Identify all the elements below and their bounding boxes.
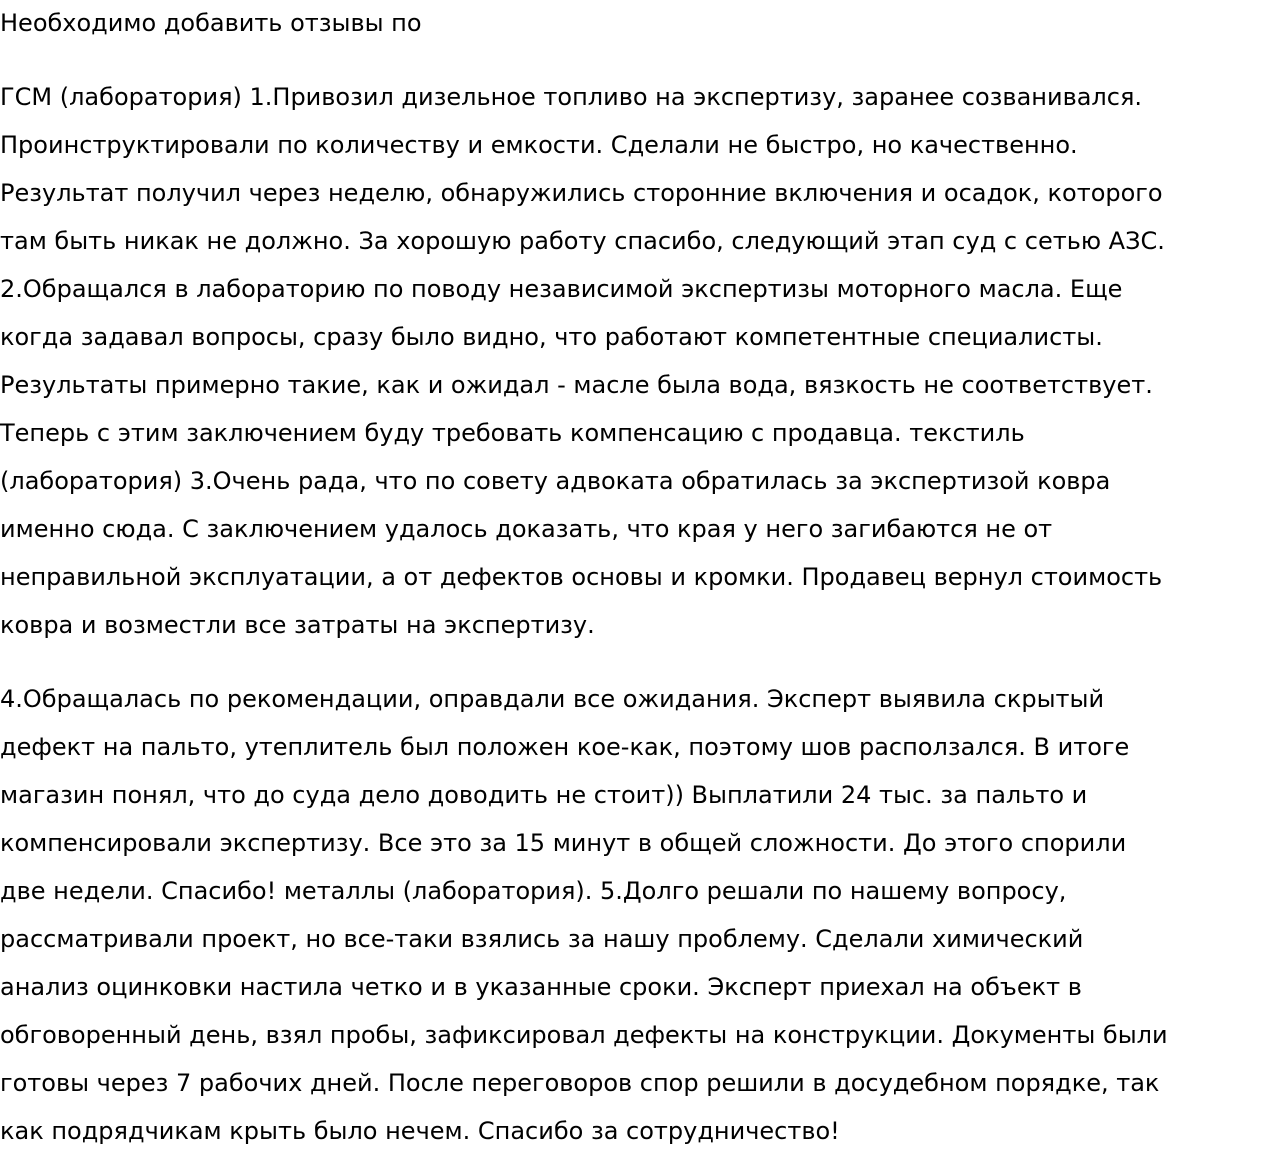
text-line: Проинструктировали по количеству и емкости. Сделали не быстро, но качественно. xyxy=(0,131,1078,159)
text-line: компенсировали экспертизу. Все это за 15 минут в общей сложности. До этого спорили xyxy=(0,829,1127,857)
text-line: Результат получил через неделю, обнаружились сторонние включения и осадок, которого xyxy=(0,179,1163,207)
text-line: ковра и возместли все затраты на экспертизу. xyxy=(0,611,595,639)
text-line: 4.Обращалась по рекомендации, оправдали все ожидания. Эксперт выявила скрытый xyxy=(0,685,1105,713)
text-line: неправильной эксплуатации, а от дефектов основы и кромки. Продавец вернул стоимость xyxy=(0,563,1163,591)
text-line: рассматривали проект, но все-таки взялись за нашу проблему. Сделали химический xyxy=(0,925,1084,953)
text-line: там быть никак не должно. За хорошую работу спасибо, следующий этап суд с сетью АЗС. xyxy=(0,227,1165,255)
text-line: именно сюда. С заключением удалось доказать, что края у него загибаются не от xyxy=(0,515,1053,543)
text-line: обговоренный день, взял пробы, зафиксировал дефекты на конструкции. Документы были xyxy=(0,1021,1168,1049)
paragraph-reviews-4-5 xyxy=(0,675,1268,1155)
text-line: готовы через 7 рабочих дней. После переговоров спор решили в досудебном порядке, так xyxy=(0,1069,1160,1097)
text-line: анализ оцинковки настила четко и в указанные сроки. Эксперт приехал на объект в xyxy=(0,973,1082,1001)
text-line: как подрядчикам крыть было нечем. Спасибо за сотрудничество! xyxy=(0,1117,840,1145)
text-line: (лаборатория) 3.Очень рада, что по совету адвоката обратилась за экспертизой ковра xyxy=(0,467,1111,495)
text-line: Теперь с этим заключением буду требовать компенсацию с продавца. текстиль xyxy=(0,419,1025,447)
paragraph-reviews-1-3 xyxy=(0,73,1268,649)
text-line: 2.Обращался в лабораторию по поводу независимой экспертизы моторного масла. Еще xyxy=(0,275,1123,303)
text-line: две недели. Спасибо! металлы (лаборатория). 5.Долго решали по нашему вопросу, xyxy=(0,877,1067,905)
text-line: ГСМ (лаборатория) 1.Привозил дизельное топливо на экспертизу, заранее созванивался. xyxy=(0,83,1143,111)
text-line: дефект на пальто, утеплитель был положен кое-как, поэтому шов расползался. В итоге xyxy=(0,733,1130,761)
text-line: магазин понял, что до суда дело доводить не стоит)) Выплатили 24 тыс. за пальто и xyxy=(0,781,1088,809)
text-line: Результаты примерно такие, как и ожидал - масле была вода, вязкость не соответствует. xyxy=(0,371,1153,399)
document-title: Необходимо добавить отзывы по xyxy=(0,9,422,37)
text-line: когда задавал вопросы, сразу было видно, что работают компетентные специалисты. xyxy=(0,323,1103,351)
